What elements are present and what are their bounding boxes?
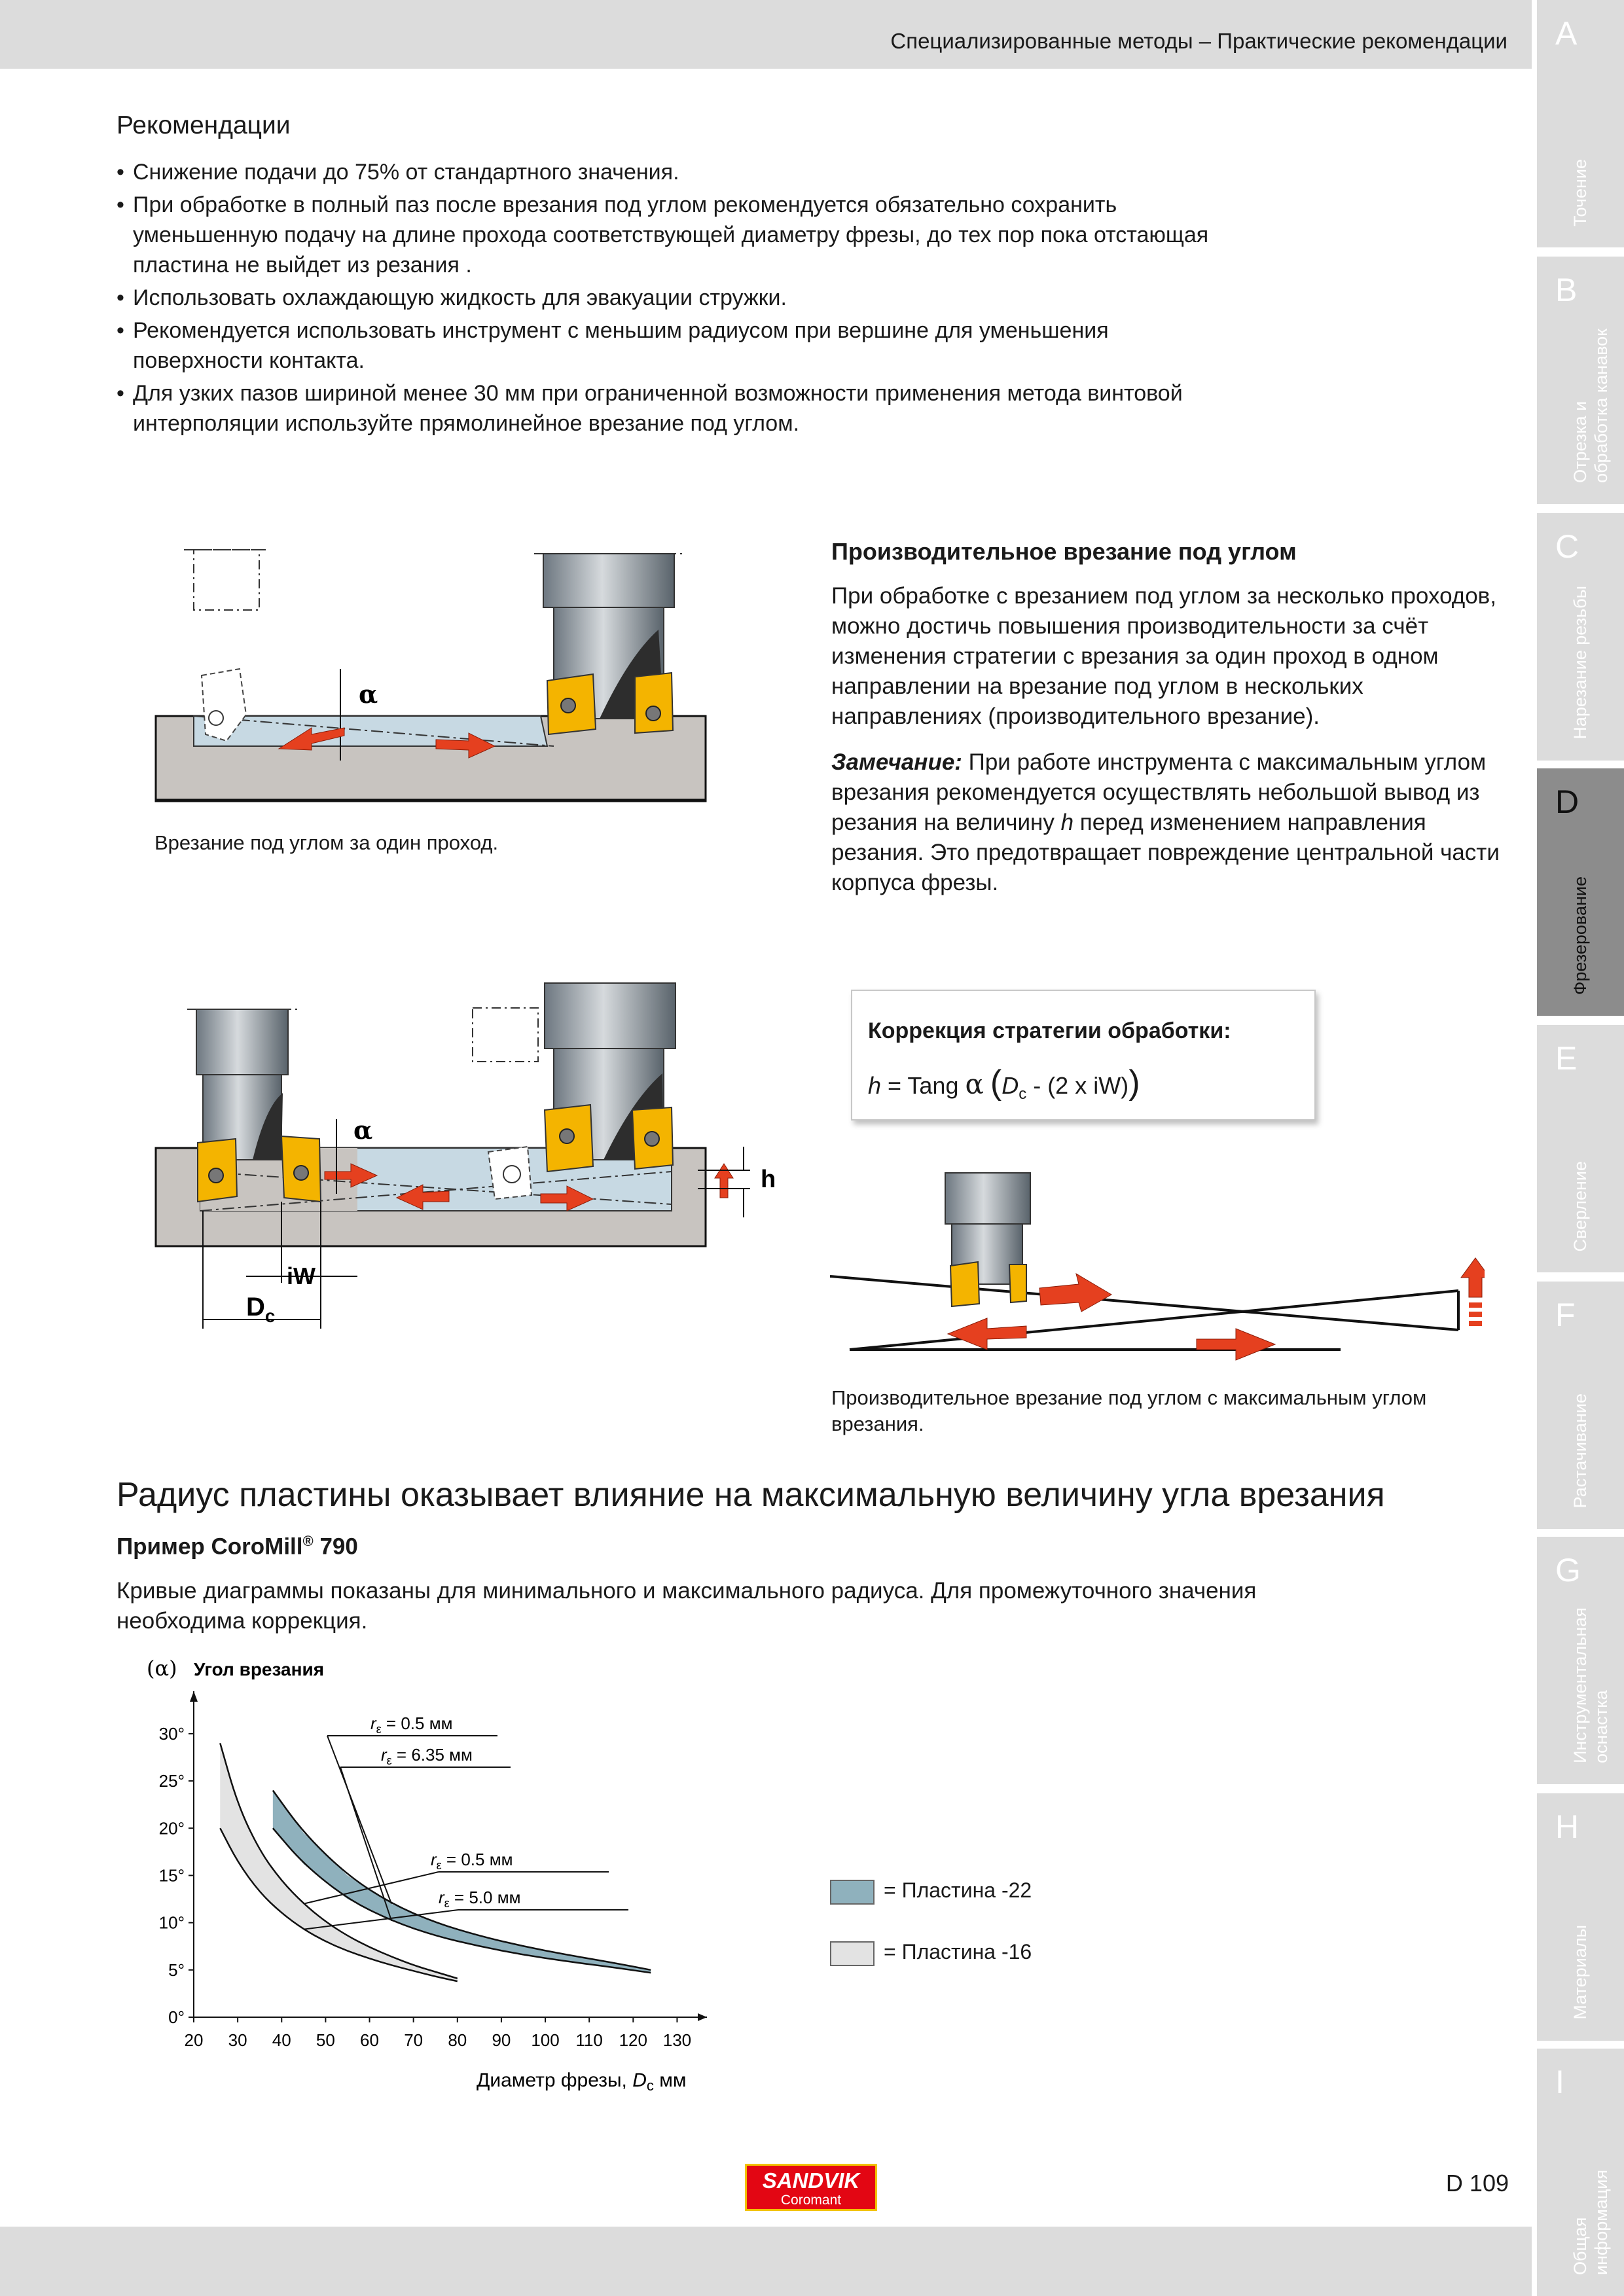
tab-b[interactable] [1537,257,1624,504]
tab-letter: H [1555,1808,1579,1845]
band-area [273,1791,651,1973]
tab-letter: B [1555,272,1578,308]
tab-letter: D [1555,783,1579,820]
correction-box [851,990,1316,1121]
red-arrow-icon [1039,1274,1111,1312]
y-tick-label: 10° [158,1912,185,1933]
y-tick-label: 25° [158,1771,185,1791]
dc-dimension-label: $D_c$ [246,1293,276,1326]
x-tick-label: 60 [360,2030,379,2050]
cutter-shank [543,554,674,607]
tab-letter: A [1555,15,1578,52]
section-text: Кривые диаграммы показаны для минимального и максимального радиуса. Для промежуточного значения необходима коррекция. [117,1578,1257,1634]
tab-label: Отрезка и обработка канавок [1570,329,1611,483]
red-arrow-icon [1197,1329,1275,1360]
cutter-shank [196,1009,288,1075]
tab-f[interactable] [1537,1282,1624,1529]
x-tick-label: 120 [619,2030,647,2050]
example-title: Пример CoroMill® 790 [117,1533,358,1560]
tab-label: Нарезание резьбы [1570,586,1590,740]
insert [950,1262,979,1306]
curve-label: $r_\varepsilon = 0.5$ мм [370,1713,453,1736]
tab-c[interactable] [1537,513,1624,761]
tab-i[interactable] [1537,2049,1624,2296]
x-tick-label: 110 [575,2030,603,2050]
up-arrow-icon [715,1164,733,1198]
curve-label: $r_\varepsilon = 5.0$ мм [439,1888,521,1910]
x-tick-label: 40 [272,2030,291,2050]
productive-ramping-text: При обработке с врезанием под углом за несколько проходов, можно достичь повышения производительности за счёт изменения стратегии с врезания за один проход в одном направлении на врезание под углом в нескольких направлениях (производительного врезание). [831,583,1496,729]
note-lead: Замечание: [831,749,962,775]
correction-title: Коррекция стратегии обработки: [868,1018,1231,1043]
h-dimension-label: h [761,1166,776,1193]
list-item: • Снижение подачи до 75% от стандартного значения. [117,157,1242,187]
x-tick-label: 80 [448,2030,467,2050]
productive-ramping-title: Производительное врезание под углом [831,538,1297,565]
list-item: • Для узких пазов шириной менее 30 мм при ограниченной возможности применения метода винтовой интерполяции используйте прямолинейное врезание под углом. [117,378,1242,439]
tab-letter: I [1555,2064,1564,2100]
tab-g[interactable] [1537,1537,1624,1784]
tab-d[interactable] [1537,768,1624,1016]
page-number: D 109 [1445,2170,1509,2197]
y-tick-label: 0° [168,2007,185,2027]
tab-label: Точение [1570,159,1590,226]
list-item: • Рекомендуется использовать инструмент с меньшим радиусом при вершине для уменьшения поверхности контакта. [117,315,1242,376]
legend-swatch [830,1880,875,1905]
tab-label: Инструментальная оснастка [1570,1607,1611,1763]
x-axis-label: Диаметр фрезы, $D_c$ мм [477,2070,687,2094]
curve-label: $r_\varepsilon = 6.35$ мм [381,1745,473,1767]
tab-letter: G [1555,1552,1581,1588]
cutter-shank [545,983,676,1049]
y-tick-label: 5° [168,1960,185,1980]
cutter-shank [945,1173,1030,1224]
y-tick-label: 15° [158,1865,185,1886]
y-axis-arrow-icon [190,1691,198,1702]
zigzag-ramping-figure [830,1166,1485,1376]
tab-letter: E [1555,1040,1578,1077]
correction-formula: h = Tang α ($D_c - (2$ x iW)) [868,1064,1140,1103]
x-tick-label: 20 [184,2030,204,2050]
legend-item-22: = Пластина -22 [830,1878,1032,1905]
insert [635,673,673,733]
note-paragraph: Замечание: При работе инструмента с максимальным углом врезания рекомендуется осуществлять небольшой вывод из резания на величину h перед изменением направления резания. Это предотвращает повреждение центральной части корпуса фрезы. [831,749,1500,895]
x-tick-label: 130 [662,2030,692,2050]
x-tick-label: 30 [228,2030,247,2050]
recommendations-title: Рекомендации [117,111,291,139]
sandvik-coromant-logo: SANDVIK Coromant [745,2164,877,2211]
y-axis-symbol: (α) [147,1656,177,1681]
y-tick-label: 30° [158,1723,185,1744]
tab-letter: C [1555,528,1579,565]
tab-letter: F [1555,1297,1576,1333]
curve-label: $r_\varepsilon = 0.5$ мм [431,1850,513,1872]
tab-label: Материалы [1570,1925,1590,2020]
section-heading: Радиус пластины оказывает влияние на максимальную величину угла врезания [117,1476,1385,1514]
insert [1009,1265,1026,1302]
tab-h[interactable] [1537,1793,1624,2041]
tab-label: Сверление [1570,1160,1590,1251]
header-title: Специализированные методы – Практические рекомендации [890,29,1507,53]
x-tick-label: 100 [531,2030,560,2050]
x-tick-label: 50 [316,2030,335,2050]
tab-e[interactable] [1537,1025,1624,1272]
legend-swatch [830,1941,875,1966]
x-tick-label: 90 [492,2030,511,2050]
footer-bar [0,2227,1532,2296]
tab-label: Растачивание [1570,1393,1590,1508]
list-item: • Использовать охлаждающую жидкость для эвакуации стружки. [117,283,1242,313]
red-arrow-icon [948,1318,1026,1350]
single-pass-ramping-figure [148,538,724,826]
figure3-caption: Производительное врезание под углом с максимальным углом врезания. [831,1386,1427,1435]
band-area [220,1743,458,1981]
alpha-label: α [353,1115,373,1145]
y-axis-label: Угол врезания [194,1659,325,1679]
figure1-caption: Врезание под углом за один проход. [154,831,499,854]
tab-a[interactable] [1537,0,1624,247]
alpha-label: α [359,679,378,709]
multi-direction-ramping-figure [148,975,796,1342]
tab-label: Фрезерование [1570,876,1590,995]
iw-dimension-label: iW [287,1263,316,1289]
list-item: • При обработке в полный паз после врезания под углом рекомендуется обязательно сохранить уменьшенную подачу на длине прохода соответствующей диаметру фрезы, до тех пор пока отстающая пластина не выйдет из резания . [117,190,1242,280]
x-axis-arrow-icon [698,2013,707,2021]
y-tick-label: 20° [158,1818,185,1839]
tab-label: Общая информация [1570,2170,1611,2275]
legend-item-16: = Пластина -16 [830,1940,1032,1966]
ramp-angle-chart [131,1649,746,2108]
up-arrow-icon [1461,1258,1485,1297]
start-tool-outline [194,550,259,610]
recommendations-list [117,157,1242,441]
x-tick-label: 70 [404,2030,424,2050]
